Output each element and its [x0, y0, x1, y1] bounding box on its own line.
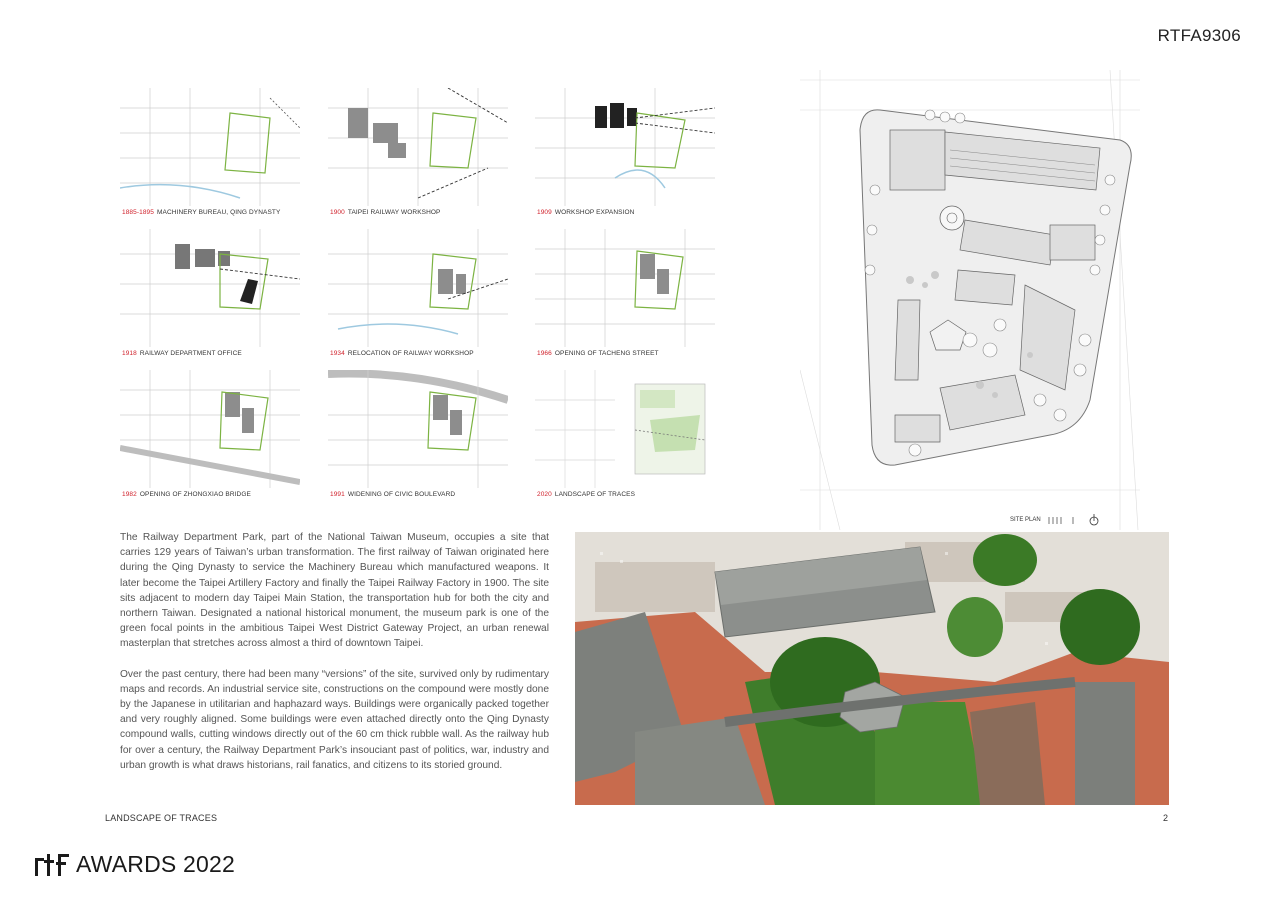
aerial-photo — [575, 532, 1169, 805]
site-plan-drawing — [800, 70, 1140, 530]
timeline-map-1934 — [328, 229, 508, 359]
timeline-map-grid — [120, 88, 715, 508]
timeline-caption: 1918 RAILWAY DEPARTMENT OFFICE — [122, 350, 242, 357]
timeline-map-1900 — [328, 88, 508, 218]
timeline-caption: 1900 TAIPEI RAILWAY WORKSHOP — [330, 209, 441, 216]
site-plan-label: SITE PLAN — [1010, 517, 1041, 523]
historic-map-drawing — [535, 229, 715, 347]
aerial-photo-illustration — [575, 532, 1169, 805]
historic-map-drawing — [120, 229, 300, 347]
timeline-map-1982 — [120, 370, 300, 500]
timeline-caption: 1982 OPENING OF ZHONGXIAO BRIDGE — [122, 491, 251, 498]
north-arrow-icon — [1089, 514, 1099, 526]
timeline-map-1991 — [328, 370, 508, 500]
rtf-logo-icon — [34, 852, 72, 878]
description-paragraph: The Railway Department Park, part of the National Taiwan Museum, occupies a site that carries 129 years of Taiwan’s urban transformation. The first railway of Taiwan originated here during the Qing Dynasty to service the Machinery Bureau which manufactured weapons. It later become the Taipei Artillery Factory and finally the Taipei Railway Factory in 1900. The site sits adjacent to modern day Taipei Main Station, the transportation hub for both the city and northern Taiwan. Designated a national historical monument, the museum park is one of the green focal points in the ambitious Taipei West District Gateway Project, an urban renewal masterplan that stretches across almost a third of downtown Taipei. — [120, 532, 549, 650]
description-paragraph: Over the past century, there had been many “versions” of the site, survived only by rudimentary maps and records. An industrial service site, constructions on the compound were mostly done by the Japanese in utilitarian and haphazard ways. Buildings were organically packed together and very roughly aligned. Some buildings were even attached directly onto the Qing Dynasty compound walls, cutting windows directly out of the 60 cm thick rubble wall. As the railway hub for over a century, the Railway Department Park’s insouciant past of politics, war, industry and urban growth is what draws historians, rail fanatics, and citizens to its storied ground. — [120, 668, 549, 771]
timeline-map-1966 — [535, 229, 715, 359]
site-plan-svg — [800, 70, 1140, 530]
historic-map-drawing — [120, 88, 300, 206]
historic-map-drawing — [328, 229, 508, 347]
timeline-caption: 1966 OPENING OF TACHENG STREET — [537, 350, 659, 357]
project-name-footer: LANDSCAPE OF TRACES — [105, 813, 218, 823]
historic-map-drawing — [328, 88, 508, 206]
historic-map-drawing — [535, 370, 715, 488]
awards-logo — [34, 851, 235, 878]
site-plan-legend — [1010, 514, 1099, 526]
project-code: RTFA9306 — [1157, 26, 1241, 45]
historic-map-drawing — [328, 370, 508, 488]
historic-map-drawing — [535, 88, 715, 206]
timeline-map-1918 — [120, 229, 300, 359]
timeline-caption: 1934 RELOCATION OF RAILWAY WORKSHOP — [330, 350, 474, 357]
timeline-map-1909 — [535, 88, 715, 218]
scale-bar-icon — [1047, 515, 1083, 525]
historic-map-drawing — [120, 370, 300, 488]
timeline-caption: 2020 LANDSCAPE OF TRACES — [537, 491, 636, 498]
project-description — [120, 530, 549, 788]
timeline-map-2020 — [535, 370, 715, 500]
awards-year-text: AWARDS 2022 — [76, 851, 235, 877]
page-number: 2 — [1162, 813, 1168, 823]
timeline-caption: 1885-1895 MACHINERY BUREAU, QING DYNASTY — [122, 209, 281, 216]
timeline-caption: 1991 WIDENING OF CIVIC BOULEVARD — [330, 491, 456, 498]
timeline-map-1885 — [120, 88, 300, 218]
timeline-caption: 1909 WORKSHOP EXPANSION — [537, 209, 635, 216]
